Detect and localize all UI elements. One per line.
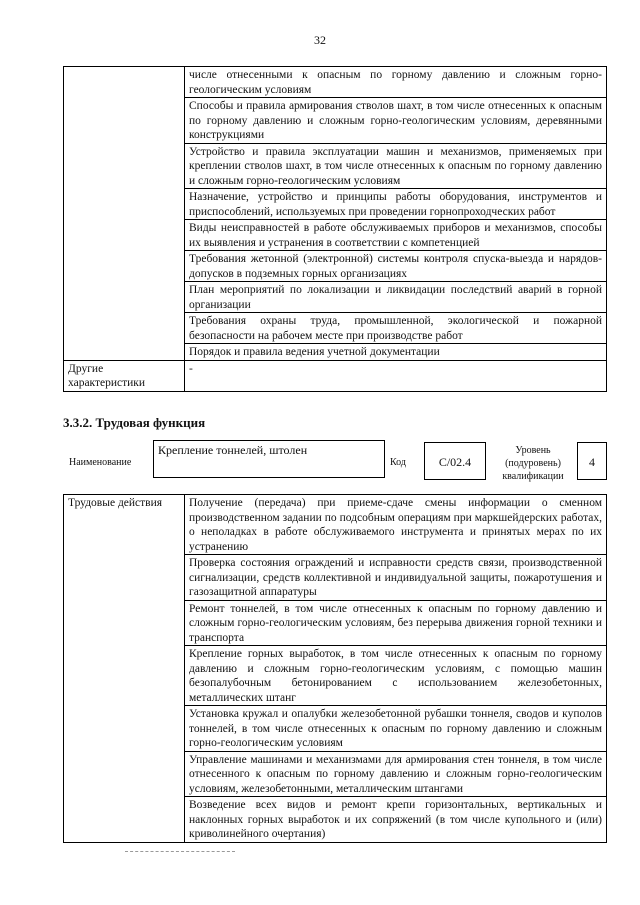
table-row — [64, 360, 607, 391]
table-cell: Назначение, устройство и принципы работы оборудования, инструментов и приспособлений, используемых при проведении горнопроходческих работ — [185, 189, 607, 220]
table-cell: Требования жетонной (электронной) системы контроля спуска-выезда и нарядов-допусков в подземных горных организациях — [185, 251, 607, 282]
table-cell: Устройство и правила эксплуатации машин и механизмов, применяемых при креплении стволов шахт, в том числе отнесенных к опасным по горному давлению и сложным горно-геологическим условиям — [185, 143, 607, 189]
table-cell: План мероприятий по локализации и ликвидации последствий аварий в горной организации — [185, 282, 607, 313]
table-cell: Виды неисправностей в работе обслуживаемых приборов и механизмов, способы их выявления и устранения в соответствии с компетенцией — [185, 220, 607, 251]
table-cell: Возведение всех видов и ремонт крепи горизонтальных, вертикальных и наклонных горных выработок и их сопряжений (в том числе купольного и (или) криволинейного очертания) — [185, 797, 607, 843]
section-heading: 3.3.2. Трудовая функция — [63, 415, 206, 430]
row-label-other: Другие характеристики — [64, 360, 185, 391]
level-label: Уровень (подуровень) квалификации — [502, 445, 564, 482]
page-number: 32 — [314, 33, 326, 47]
table-cell: Установка кружал и опалубки железобетонной рубашки тоннеля, сводов и куполов тоннелей, в том числе отнесенных к опасным по горному давлению и сложным горно-геологическим условиям — [185, 706, 607, 752]
table-cell: Крепление горных выработок, в том числе отнесенных к опасным по горному давлению и сложным горно-геологическим условиям, с помощью машин безопалубочным бетонированием с использованием железобетонных, металлических штанг — [185, 646, 607, 706]
table-cell: Порядок и правила ведения учетной документации — [185, 344, 607, 361]
code-label: Код — [390, 457, 406, 468]
name-field: Крепление тоннелей, штолен — [153, 440, 385, 478]
footer-divider — [125, 851, 235, 852]
table-cell: Проверка состояния ограждений и исправности средств связи, производственной сигнализации, средств коллективной и индивидуальной защиты, пожаротушения и газозащитной аппаратуры — [185, 555, 607, 601]
code-field: C/02.4 — [424, 442, 486, 480]
labor-actions-table — [63, 494, 607, 843]
table-cell: Управление машинами и механизмами для армирования стен тоннеля, в том числе отнесенного к опасным по горному давлению и сложным горно-геологическим условиям, железобетонными, металлическим штангами — [185, 751, 607, 797]
table-cell: Требования охраны труда, промышленной, экологической и пожарной безопасности на рабочем месте при производстве работ — [185, 313, 607, 344]
knowledge-table — [63, 66, 607, 392]
table-row — [64, 67, 607, 98]
name-label: Наименование — [69, 457, 132, 468]
table-cell: - — [185, 360, 607, 391]
table-cell: числе отнесенными к опасным по горному давлению и сложным горно-геологическим условиям — [185, 67, 607, 98]
level-field: 4 — [577, 442, 607, 480]
row-label: Трудовые действия — [64, 495, 185, 843]
table-cell: Получение (передача) при приеме-сдаче смены информации о сменном производственном задании по подсобным операциям при маркшейдерских работах, о неполадках в работе обслуживаемого инструмента и принятых мерах по их устранению — [185, 495, 607, 555]
table-cell: Ремонт тоннелей, в том числе отнесенных к опасным по горному давлению и сложным горно-геологическим условиям, без перерыва движения горной техники и транспорта — [185, 600, 607, 646]
table-cell: Способы и правила армирования стволов шахт, в том числе отнесенных к опасным по горному давлению и сложным горно-геологическим условиям, деревянными конструкциями — [185, 98, 607, 144]
table-row — [64, 495, 607, 555]
row-label — [64, 67, 185, 361]
